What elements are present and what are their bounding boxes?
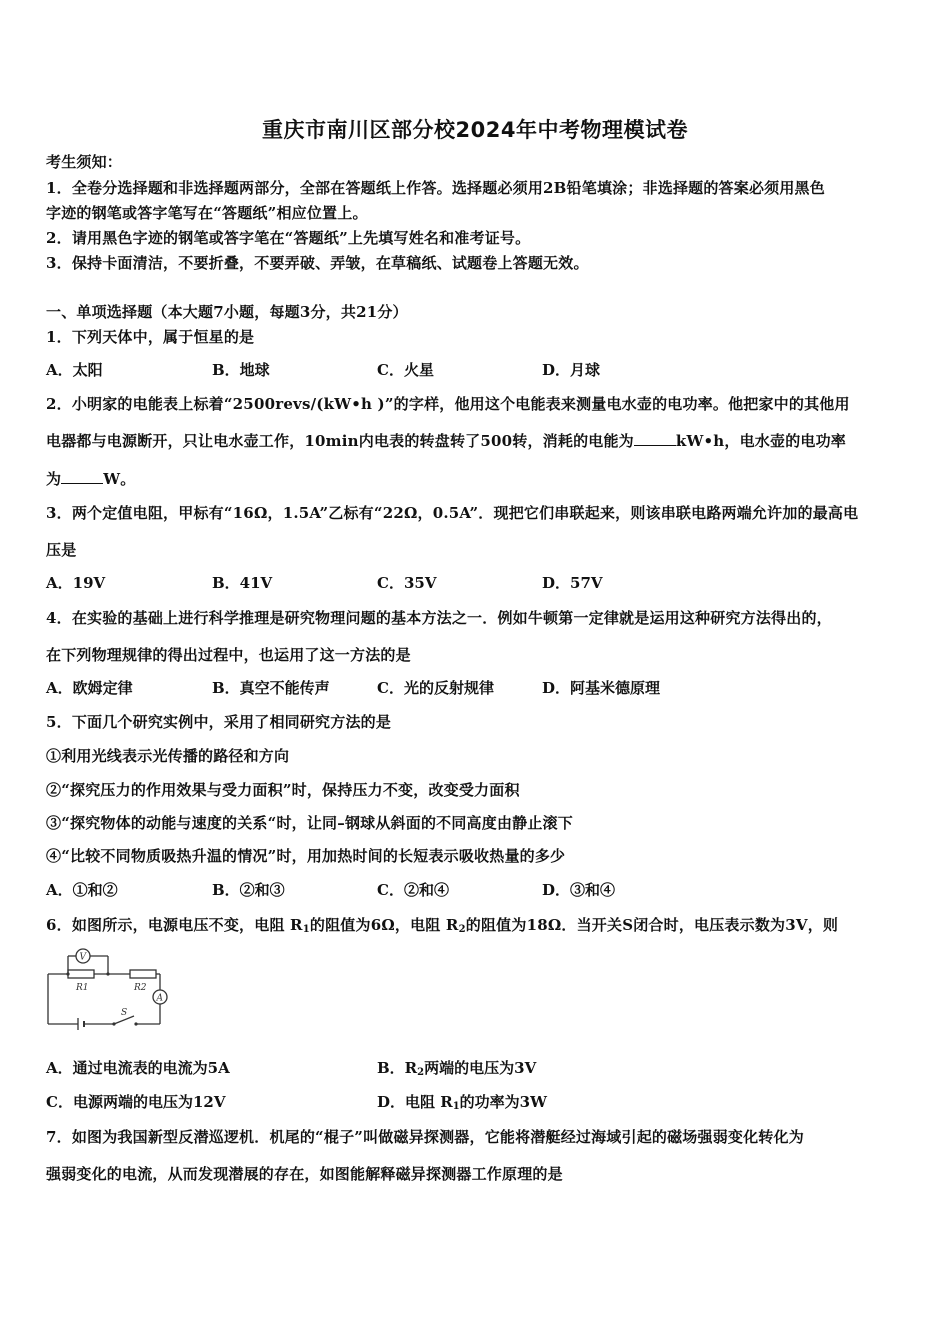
question-7-line-2: 强弱变化的电流，从而发现潜展的存在，如图能解释磁异探测器工作原理的是 (46, 1165, 563, 1183)
notice-heading: 考生须知： (46, 153, 123, 171)
q4-option-b: B．真空不能传声 (212, 679, 330, 697)
question-6-stem (46, 915, 838, 935)
switch-contact (134, 1022, 137, 1025)
switch-pivot (112, 1022, 115, 1025)
q6-option-d-part-b: 的功率为3W (459, 1093, 547, 1111)
notice-item-1a: 1．全卷分选择题和非选择题两部分，全部在答题纸上作答。选择题必须用2B铅笔填涂；非选择题的答案必须用黑色 (46, 179, 825, 197)
question-3-line-1: 3．两个定值电阻，甲标有“16Ω，1.5A”乙标有“22Ω，0.5A”．现把它们串联起来，则该串联电路两端允许加的最高电 (46, 504, 859, 522)
page-title: 重庆市南川区部分校2024年中考物理模试卷 (262, 118, 688, 142)
resistor-r1 (68, 970, 94, 978)
q6-stem-part-c: 的阻值为18Ω．当开关S闭合时，电压表示数为3V，则 (465, 916, 839, 934)
r1-label: R1 (76, 983, 89, 993)
q6-stem-part-b: 的阻值为6Ω，电阻 R (309, 916, 459, 934)
q6-stem-part-a: 6．如图所示，电源电压不变，电阻 R (46, 916, 303, 934)
q2-text-d: W。 (103, 470, 136, 488)
circuit-diagram (44, 944, 176, 1032)
question-7-line-1: 7．如图为我国新型反潜巡逻机．机尾的“棍子”叫做磁异探测器，它能将潜艇经过海域引起的磁场强弱变化转化为 (46, 1128, 804, 1146)
voltmeter-label: V (79, 952, 86, 963)
q5-statement-3: ③“探究物体的动能与速度的关系“时，让同–钢球从斜面的不同高度由静止滚下 (46, 814, 573, 832)
notice-item-2: 2．请用黑色字迹的钢笔或答字笔在“答题纸”上先填写姓名和准考证号。 (46, 229, 531, 247)
junction-dot (106, 972, 109, 975)
r2-subscript: 2 (458, 924, 466, 935)
q6-option-c: C．电源两端的电压为12V (46, 1093, 226, 1111)
notice-item-3: 3．保持卡面清洁，不要折叠，不要弄破、弄皱，在草稿纸、试题卷上答题无效。 (46, 254, 589, 272)
question-2-line-2 (46, 431, 846, 451)
q4-option-d: D．阿基米德原理 (542, 679, 661, 697)
q1-option-a: A．太阳 (46, 361, 103, 379)
q2-text-b: kW•h，电水壶的电功率 (675, 432, 847, 450)
r1-subscript: 1 (452, 1101, 460, 1112)
q6-option-b (377, 1058, 536, 1078)
q5-statement-1: ①利用光线表示光传播的路径和方向 (46, 747, 290, 765)
q2-text-c: 为 (46, 470, 62, 488)
q5-option-a: A．①和② (46, 881, 118, 899)
q1-option-c: C．火星 (377, 361, 434, 379)
q1-option-d: D．月球 (542, 361, 601, 379)
ammeter-label: A (156, 993, 163, 1004)
q5-option-b: B．②和③ (212, 881, 285, 899)
resistor-r2 (130, 970, 156, 978)
question-2-line-1: 2．小明家的电能表上标着“2500revs/(kW•h )”的字样，他用这个电能表来测量电水壶的电功率。他把家中的其他用 (46, 395, 850, 413)
q6-option-b-part-b: 两端的电压为3V (424, 1059, 537, 1077)
r1-subscript: 1 (302, 924, 310, 935)
q6-option-d (377, 1092, 547, 1112)
question-2-line-3 (46, 469, 135, 489)
junction-dot (66, 972, 69, 975)
q3-option-a: A．19V (46, 574, 106, 592)
switch-label: S (121, 1008, 128, 1018)
q5-statement-4: ④“比较不同物质吸热升温的情况”时，用加热时间的长短表示吸收热量的多少 (46, 847, 566, 865)
q6-option-b-part-a: B．R (377, 1059, 418, 1077)
answer-blank-energy[interactable] (634, 431, 676, 446)
q5-statement-2: ②“探究压力的作用效果与受力面积”时，保持压力不变，改变受力面积 (46, 781, 520, 799)
q6-option-a: A．通过电流表的电流为5A (46, 1059, 230, 1077)
question-1-stem: 1．下列天体中，属于恒星的是 (46, 328, 255, 346)
q3-option-d: D．57V (542, 574, 603, 592)
r2-subscript: 2 (417, 1067, 425, 1078)
r2-label: R2 (134, 983, 147, 993)
question-4-line-2: 在下列物理规律的得出过程中，也运用了这一方法的是 (46, 646, 411, 664)
section-heading: 一、单项选择题（本大题7小题，每题3分，共21分） (46, 303, 408, 321)
answer-blank-power[interactable] (61, 469, 103, 484)
q4-option-a: A．欧姆定律 (46, 679, 133, 697)
q4-option-c: C．光的反射规律 (377, 679, 494, 697)
q3-option-c: C．35V (377, 574, 437, 592)
q2-text-a: 电器都与电源断开，只让电水壶工作，10min内电表的转盘转了500转，消耗的电能为 (46, 432, 634, 450)
q3-option-b: B．41V (212, 574, 273, 592)
question-4-line-1: 4．在实验的基础上进行科学推理是研究物理问题的基本方法之一．例如牛顿第一定律就是运用这种研究方法得出的， (46, 609, 832, 627)
notice-item-1b: 字迹的钢笔或答字笔写在“答题纸”相应位置上。 (46, 204, 368, 222)
q5-option-c: C．②和④ (377, 881, 449, 899)
question-3-line-2: 压是 (46, 541, 77, 559)
q5-option-d: D．③和④ (542, 881, 616, 899)
q1-option-b: B．地球 (212, 361, 270, 379)
question-5-stem: 5．下面几个研究实例中，采用了相同研究方法的是 (46, 713, 392, 731)
q6-option-d-part-a: D．电阻 R (377, 1093, 453, 1111)
